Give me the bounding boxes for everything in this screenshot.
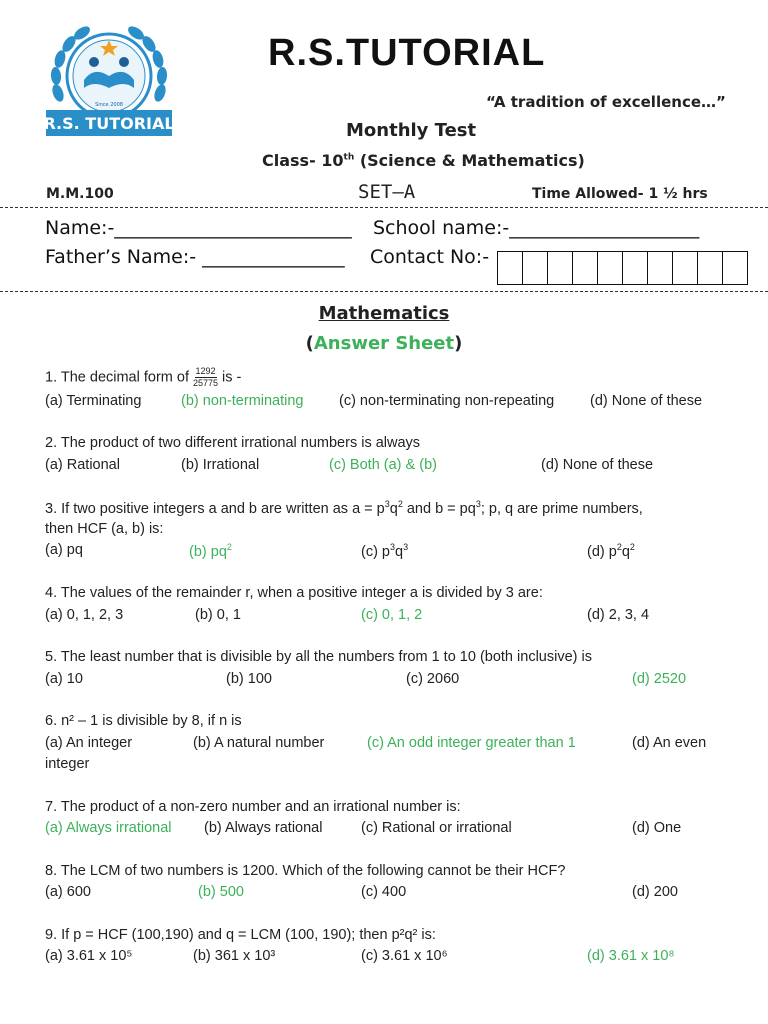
question-3: 3. If two positive integers a and b are written as $a = p^3q^2$ and $b = pq^3$; p, q are prime numbers, bbox=[45, 499, 643, 517]
q7-option-d: (d) One bbox=[632, 820, 682, 836]
q2-option-c: (c) Both (a) & (b) bbox=[329, 457, 437, 473]
q9-option-c: (c) 3.61 x 10⁶ bbox=[361, 948, 448, 964]
q5-option-b: (b) 100 bbox=[226, 671, 272, 687]
contact-boxes bbox=[497, 251, 748, 285]
max-marks: M.M.100 bbox=[46, 186, 114, 202]
q5-option-d: (d) 2520 bbox=[632, 671, 687, 687]
q5-option-c: (c) 2060 bbox=[406, 671, 460, 687]
q8-option-c: (c) 400 bbox=[361, 884, 407, 900]
set-label: SET–A bbox=[358, 181, 416, 203]
q2-option-d: (d) None of these bbox=[541, 457, 654, 473]
q1-option-c: (c) non-terminating non-repeating bbox=[339, 393, 555, 409]
q1-option-d: (d) None of these bbox=[590, 393, 703, 409]
q1-option-a: (a) Terminating bbox=[45, 393, 142, 409]
q8-option-a: (a) 600 bbox=[45, 884, 91, 900]
q6-option-c: (c) An odd integer greater than 1 bbox=[367, 735, 576, 751]
question-1: 1. The decimal form of $\frac{1292}{25775}$ is - bbox=[45, 366, 242, 388]
q4-option-d: (d) 2, 3, 4 bbox=[587, 607, 650, 623]
q6-option-a: (a) An integer bbox=[45, 735, 133, 751]
divider-bottom bbox=[0, 291, 768, 292]
q9-option-b: (b) 361 x 10³ bbox=[193, 948, 276, 964]
q2-option-b: (b) Irrational bbox=[181, 457, 260, 473]
q9-option-d: (d) 3.61 x 10⁸ bbox=[587, 948, 675, 964]
q2-option-a: (a) Rational bbox=[45, 457, 120, 473]
school-field: School name:-____________________ bbox=[373, 217, 700, 239]
fraction: $\frac{1292}{25775}$ bbox=[193, 366, 219, 388]
q3-option-b: (b) $pq^2$ bbox=[189, 542, 232, 560]
question-7: 7. The product of a non-zero number and an irrational number is: bbox=[45, 799, 461, 815]
q3-option-a: (a) pq bbox=[45, 542, 83, 558]
q9-option-a: (a) 3.61 x 10⁵ bbox=[45, 948, 133, 964]
q8-option-b: (b) 500 bbox=[198, 884, 244, 900]
q6-option-b: (b) A natural number bbox=[193, 735, 325, 751]
q8-option-d: (d) 200 bbox=[632, 884, 678, 900]
q3-option-c: (c) $p^3q^3$ bbox=[361, 542, 409, 560]
section-title: Mathematics bbox=[318, 303, 450, 324]
question-6: 6. n² – 1 is divisible by 8, if n is bbox=[45, 713, 242, 729]
question-8: 8. The LCM of two numbers is 1200. Which of the following cannot be their HCF? bbox=[45, 863, 566, 879]
q4-option-c: (c) 0, 1, 2 bbox=[361, 607, 423, 623]
time-allowed: Time Allowed- 1 ½ hrs bbox=[532, 186, 708, 202]
question-5: 5. The least number that is divisible by all the numbers from 1 to 10 (both inclusive) is bbox=[45, 649, 592, 665]
q4-option-b: (b) 0, 1 bbox=[195, 607, 241, 623]
logo-text: R.S. TUTORIAL bbox=[44, 114, 174, 133]
question-9: 9. If p = HCF (100,190) and q = LCM (100, 190); then p²q² is: bbox=[45, 927, 436, 943]
answer-sheet-label: (Answer Sheet) bbox=[305, 333, 463, 354]
page-title: R.S.TUTORIAL bbox=[268, 32, 546, 74]
father-name-field: Father’s Name:- _______________ bbox=[45, 246, 345, 268]
logo bbox=[44, 18, 174, 148]
divider-top bbox=[0, 207, 768, 208]
q3-option-d: (d) $p^2q^2$ bbox=[587, 542, 635, 560]
class-line: Class- 10th (Science & Mathematics) bbox=[262, 151, 585, 170]
question-4: 4. The values of the remainder r, when a positive integer a is divided by 3 are: bbox=[45, 585, 543, 601]
q7-option-c: (c) Rational or irrational bbox=[361, 820, 512, 836]
q7-option-b: (b) Always rational bbox=[204, 820, 323, 836]
question-2: 2. The product of two different irrational numbers is always bbox=[45, 435, 421, 451]
tagline: “A tradition of excellence…” bbox=[486, 93, 726, 111]
test-name: Monthly Test bbox=[346, 120, 477, 141]
question-3-line2: then HCF (a, b) is: bbox=[45, 521, 164, 537]
contact-label: Contact No:- bbox=[370, 246, 490, 268]
name-field: Name:-_________________________ bbox=[45, 217, 352, 239]
q4-option-a: (a) 0, 1, 2, 3 bbox=[45, 607, 124, 623]
q7-option-a: (a) Always irrational bbox=[45, 820, 172, 836]
q6-option-d: (d) An even bbox=[632, 735, 707, 751]
q5-option-a: (a) 10 bbox=[45, 671, 83, 687]
q6-option-d-cont: integer bbox=[45, 756, 90, 772]
logo-since: Since 2008 bbox=[95, 102, 123, 108]
logo-emblem bbox=[44, 18, 174, 148]
q1-option-b: (b) non-terminating bbox=[181, 393, 304, 409]
